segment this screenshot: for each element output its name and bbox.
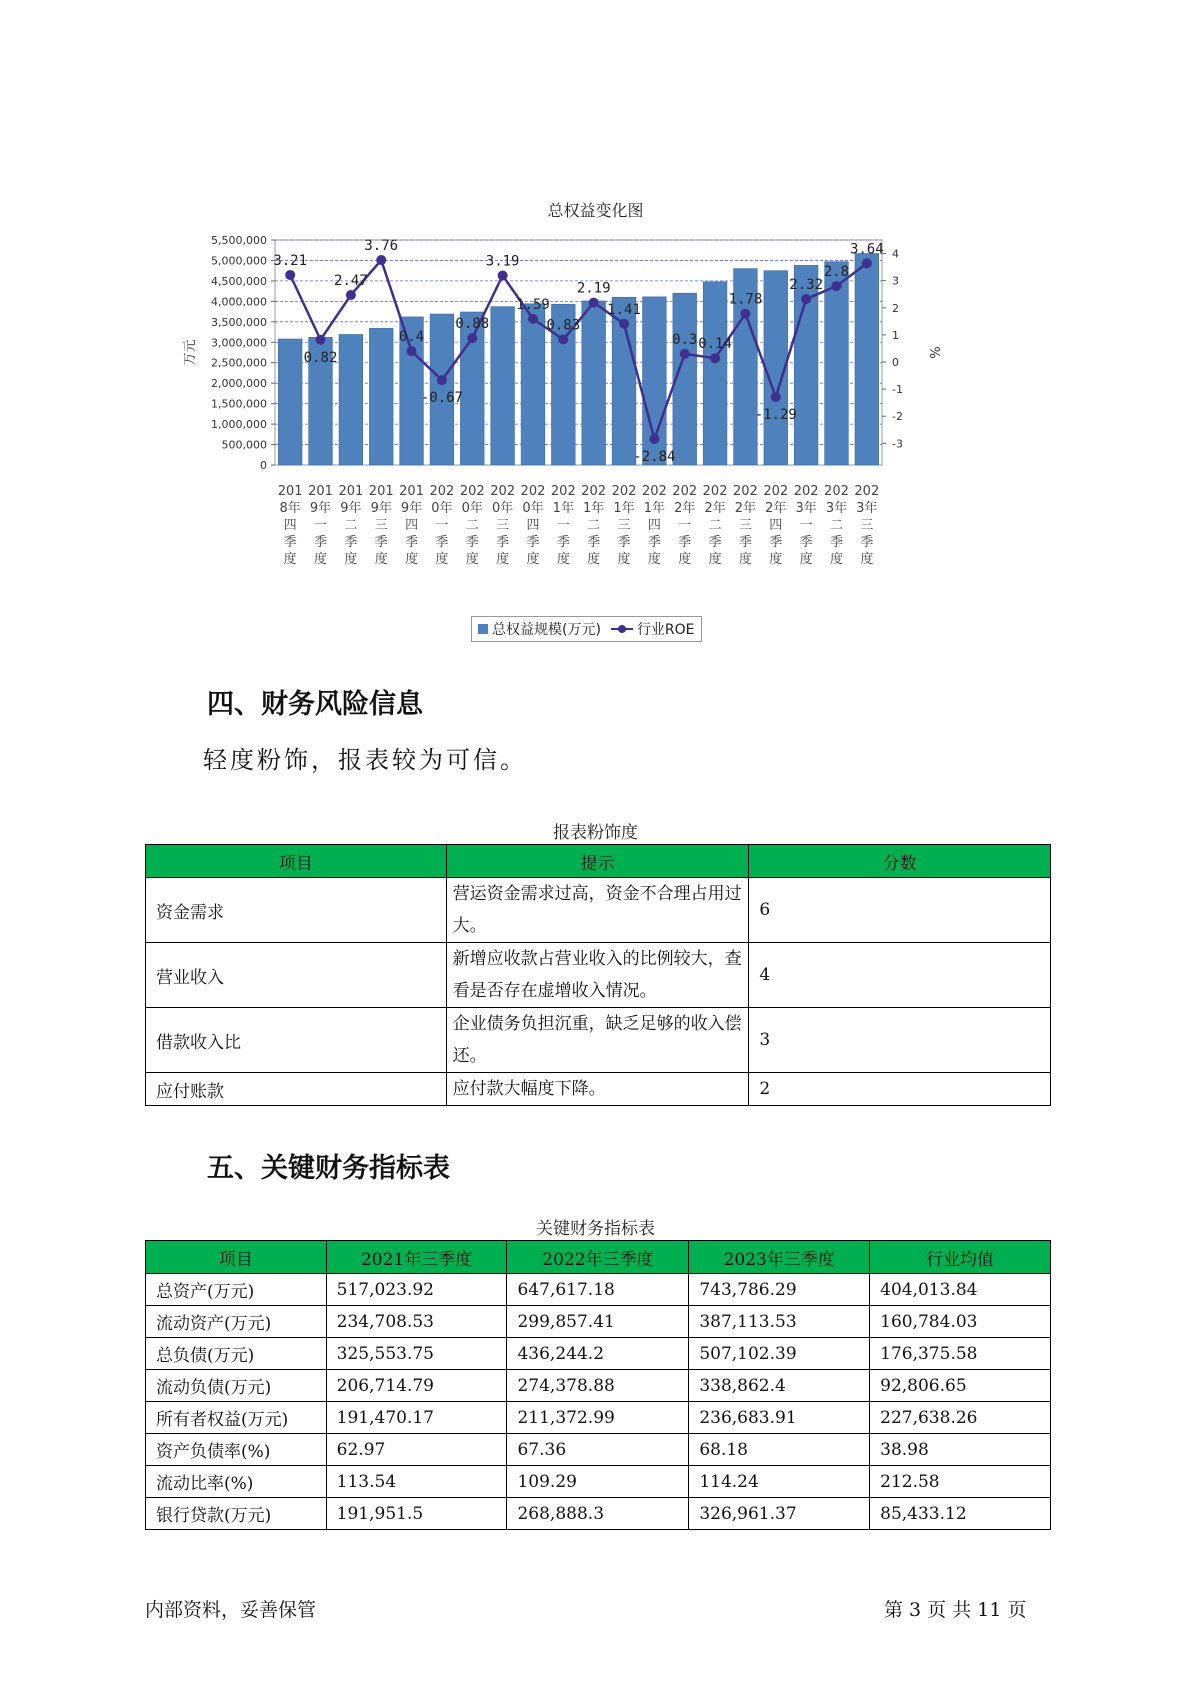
column-header: 分数	[749, 845, 1051, 878]
kpi-table-body	[146, 1274, 1051, 1530]
roe-point	[498, 271, 508, 281]
table-cell: 326,961.37	[689, 1498, 870, 1530]
table-cell: 743,786.29	[689, 1274, 870, 1306]
roe-data-label: 3.64	[849, 241, 884, 258]
bar	[339, 335, 363, 466]
x-tick-label: 202 1年三季度	[611, 484, 637, 567]
page-number: 第 3 页 共 11 页	[884, 1599, 1027, 1621]
table-cell: 流动比率(%)	[146, 1466, 327, 1498]
table-cell: 387,113.53	[689, 1306, 870, 1338]
right-axis-label: %	[926, 346, 941, 359]
right-tick-label: 2	[892, 301, 899, 315]
table-cell: 总资产(万元)	[146, 1274, 327, 1306]
roe-data-label: 0.4	[398, 329, 425, 346]
table-header-row	[146, 1241, 1051, 1274]
x-tick-label: 202 0年三季度	[490, 484, 516, 567]
roe-point	[710, 353, 720, 363]
table-cell: 总负债(万元)	[146, 1338, 327, 1370]
chart-title: 总权益变化图	[547, 201, 644, 220]
table-cell: 404,013.84	[870, 1274, 1051, 1306]
table-row	[146, 1402, 1051, 1434]
table-header-row	[146, 845, 1051, 878]
risk-table-caption: 报表粉饰度	[553, 823, 638, 843]
table-cell: 67.36	[507, 1434, 689, 1466]
right-tick-label: 4	[892, 247, 899, 261]
roe-point	[558, 334, 568, 344]
table-cell: 176,375.58	[870, 1338, 1051, 1370]
x-tick-label: 201 9年三季度	[368, 484, 394, 567]
roe-point	[619, 319, 629, 329]
left-tick-label: 500,000	[221, 438, 267, 452]
bar	[278, 339, 302, 465]
table-cell: 企业债务负担沉重，缺乏足够的收入偿还。	[446, 1008, 749, 1073]
roe-point	[376, 255, 386, 265]
roe-point	[467, 333, 477, 343]
roe-point	[771, 392, 781, 402]
right-tick-label: 3	[892, 274, 899, 288]
roe-point	[407, 346, 417, 356]
table-cell: 191,470.17	[326, 1402, 507, 1434]
table-cell: 68.18	[689, 1434, 870, 1466]
roe-data-label: 3.19	[485, 253, 520, 270]
roe-point	[649, 434, 659, 444]
table-cell: 应付账款	[146, 1073, 447, 1106]
table-row	[146, 1008, 1051, 1073]
column-header: 项目	[146, 845, 447, 878]
roe-data-label: 2.47	[334, 273, 368, 290]
chart-legend	[471, 616, 702, 642]
table-cell: 资产负债率(%)	[146, 1434, 327, 1466]
table-cell: 4	[749, 943, 1051, 1008]
x-tick-label: 202 1年四季度	[641, 484, 667, 567]
roe-data-label: 1.59	[516, 296, 550, 313]
bar	[582, 301, 606, 465]
left-tick-label: 4,000,000	[211, 295, 267, 309]
table-cell: 85,433.12	[870, 1498, 1051, 1530]
roe-data-label: 0.88	[455, 316, 490, 333]
bar	[369, 328, 393, 465]
roe-data-label: 0.14	[698, 336, 732, 353]
legend-item-roe	[611, 619, 695, 639]
bar-swatch-icon	[478, 624, 488, 634]
section-heading-kpi: 五、关键财务指标表	[207, 1153, 450, 1184]
column-header: 2021年三季度	[326, 1241, 507, 1274]
section-heading-risk: 四、财务风险信息	[207, 689, 423, 720]
roe-point	[589, 298, 599, 308]
table-cell: 113.54	[326, 1466, 507, 1498]
x-tick-label: 202 3年一季度	[793, 484, 819, 567]
x-tick-label: 201 9年四季度	[399, 484, 424, 567]
table-cell: 62.97	[326, 1434, 507, 1466]
table-row	[146, 878, 1051, 943]
table-row	[146, 1338, 1051, 1370]
roe-data-label: 2.32	[789, 277, 823, 294]
left-tick-label: 1,500,000	[211, 397, 267, 411]
table-row	[146, 1498, 1051, 1530]
table-cell: 338,862.4	[689, 1370, 870, 1402]
bar	[703, 282, 727, 465]
table-cell: 所有者权益(万元)	[146, 1402, 327, 1434]
table-cell: 38.98	[870, 1434, 1051, 1466]
table-cell: 160,784.03	[870, 1306, 1051, 1338]
right-tick-label: 0	[892, 355, 899, 369]
table-cell: 227,638.26	[870, 1402, 1051, 1434]
roe-point	[831, 281, 841, 291]
bar	[855, 254, 879, 466]
roe-point	[346, 290, 356, 300]
risk-table	[145, 844, 1051, 1106]
roe-point	[437, 375, 447, 385]
column-header: 行业均值	[870, 1241, 1051, 1274]
right-tick-label: -3	[892, 437, 903, 451]
right-tick-label: -2	[892, 410, 903, 424]
x-tick-label: 202 0年二季度	[459, 484, 485, 567]
roe-point	[528, 314, 538, 324]
x-tick-label: 202 1年一季度	[550, 484, 576, 567]
left-tick-label: 0	[260, 459, 267, 472]
roe-data-label: -0.67	[420, 390, 464, 407]
column-header: 2022年三季度	[507, 1241, 689, 1274]
roe-data-label: -2.84	[633, 448, 676, 465]
table-row	[146, 1274, 1051, 1306]
table-cell: 6	[749, 878, 1051, 943]
table-cell: 268,888.3	[507, 1498, 689, 1530]
legend-label-roe: 行业ROE	[636, 622, 695, 638]
table-cell: 109.29	[507, 1466, 689, 1498]
x-tick-label: 202 2年四季度	[763, 484, 789, 567]
roe-point	[801, 294, 811, 304]
table-cell: 299,857.41	[507, 1306, 689, 1338]
table-cell: 114.24	[689, 1466, 870, 1498]
legend-label-equity: 总权益规模(万元)	[492, 622, 601, 638]
equity-chart	[160, 220, 1020, 620]
table-cell: 流动资产(万元)	[146, 1306, 327, 1338]
left-tick-label: 1,000,000	[211, 418, 267, 432]
bar	[491, 307, 515, 465]
table-cell: 274,378.88	[507, 1370, 689, 1402]
roe-point	[316, 335, 326, 345]
legend-item-equity	[478, 619, 601, 639]
x-tick-label: 202 2年二季度	[702, 484, 728, 567]
table-cell: 234,708.53	[326, 1306, 507, 1338]
left-tick-label: 5,500,000	[211, 234, 267, 247]
bar	[521, 304, 545, 465]
left-tick-label: 3,000,000	[211, 336, 267, 350]
line-marker-icon	[611, 623, 633, 635]
roe-data-label: 1.78	[728, 291, 763, 308]
roe-data-label: 1.41	[607, 301, 641, 318]
roe-data-label: 3.21	[273, 252, 308, 269]
roe-point	[862, 258, 872, 268]
table-row	[146, 943, 1051, 1008]
table-row	[146, 1073, 1051, 1106]
left-tick-label: 4,500,000	[211, 274, 267, 288]
x-tick-label: 202 3年三季度	[854, 484, 880, 567]
roe-data-label: 2.19	[576, 280, 611, 297]
x-tick-label: 202 2年三季度	[733, 484, 758, 567]
kpi-table	[145, 1240, 1051, 1530]
bar	[825, 262, 849, 465]
table-cell: 212.58	[870, 1466, 1051, 1498]
table-cell: 营运资金需求过高，资金不合理占用过大。	[446, 878, 749, 943]
roe-data-label: 0.82	[303, 349, 338, 366]
table-cell: 191,951.5	[326, 1498, 507, 1530]
table-cell: 647,617.18	[507, 1274, 689, 1306]
roe-data-label: 0.83	[546, 317, 581, 334]
x-tick-label: 202 1年二季度	[581, 484, 607, 567]
roe-data-label: 2.8	[823, 264, 850, 281]
table-cell: 507,102.39	[689, 1338, 870, 1370]
x-tick-label: 201 9年二季度	[338, 484, 364, 567]
table-cell: 236,683.91	[689, 1402, 870, 1434]
table-row	[146, 1434, 1051, 1466]
column-header: 2023年三季度	[689, 1241, 870, 1274]
table-cell: 211,372.99	[507, 1402, 689, 1434]
footer-note: 内部资料，妥善保管	[145, 1599, 317, 1621]
roe-point	[740, 309, 750, 319]
roe-point	[285, 270, 295, 280]
table-cell: 206,714.79	[326, 1370, 507, 1402]
table-cell: 借款收入比	[146, 1008, 447, 1073]
table-row	[146, 1370, 1051, 1402]
left-axis-label: 万元	[183, 339, 198, 366]
x-tick-label: 202 3年二季度	[824, 484, 849, 567]
table-row	[146, 1466, 1051, 1498]
roe-point	[680, 349, 690, 359]
roe-data-label: 0.3	[672, 331, 698, 348]
table-cell: 92,806.65	[870, 1370, 1051, 1402]
left-tick-label: 2,500,000	[211, 356, 267, 370]
table-cell: 3	[749, 1008, 1051, 1073]
left-tick-label: 2,000,000	[211, 377, 267, 391]
roe-data-label: -1.29	[754, 406, 797, 423]
right-tick-label: 1	[892, 328, 899, 342]
x-tick-label: 202 2年一季度	[672, 484, 698, 567]
x-tick-label: 201 9年一季度	[308, 484, 333, 567]
table-cell: 应付款大幅度下降。	[446, 1073, 749, 1106]
table-cell: 新增应收款占营业收入的比例较大，查看是否存在虚增收入情况。	[446, 943, 749, 1008]
left-tick-label: 3,500,000	[211, 315, 267, 329]
x-tick-label: 202 0年四季度	[520, 484, 546, 567]
column-header: 项目	[146, 1241, 327, 1274]
left-tick-label: 5,000,000	[211, 254, 267, 268]
table-cell: 2	[749, 1073, 1051, 1106]
roe-data-label: 3.76	[364, 238, 399, 255]
table-cell: 营业收入	[146, 943, 447, 1008]
kpi-table-caption: 关键财务指标表	[536, 1219, 655, 1239]
table-cell: 436,244.2	[507, 1338, 689, 1370]
table-cell: 325,553.75	[326, 1338, 507, 1370]
table-cell: 资金需求	[146, 878, 447, 943]
x-tick-label: 202 0年一季度	[429, 484, 455, 567]
table-cell: 银行贷款(万元)	[146, 1498, 327, 1530]
column-header: 提示	[446, 845, 749, 878]
x-tick-label: 201 8年四季度	[277, 484, 303, 567]
table-cell: 流动负债(万元)	[146, 1370, 327, 1402]
risk-summary-text: 轻度粉饰，报表较为可信。	[203, 746, 527, 774]
table-cell: 517,023.92	[326, 1274, 507, 1306]
table-row	[146, 1306, 1051, 1338]
right-tick-label: -1	[892, 383, 903, 397]
